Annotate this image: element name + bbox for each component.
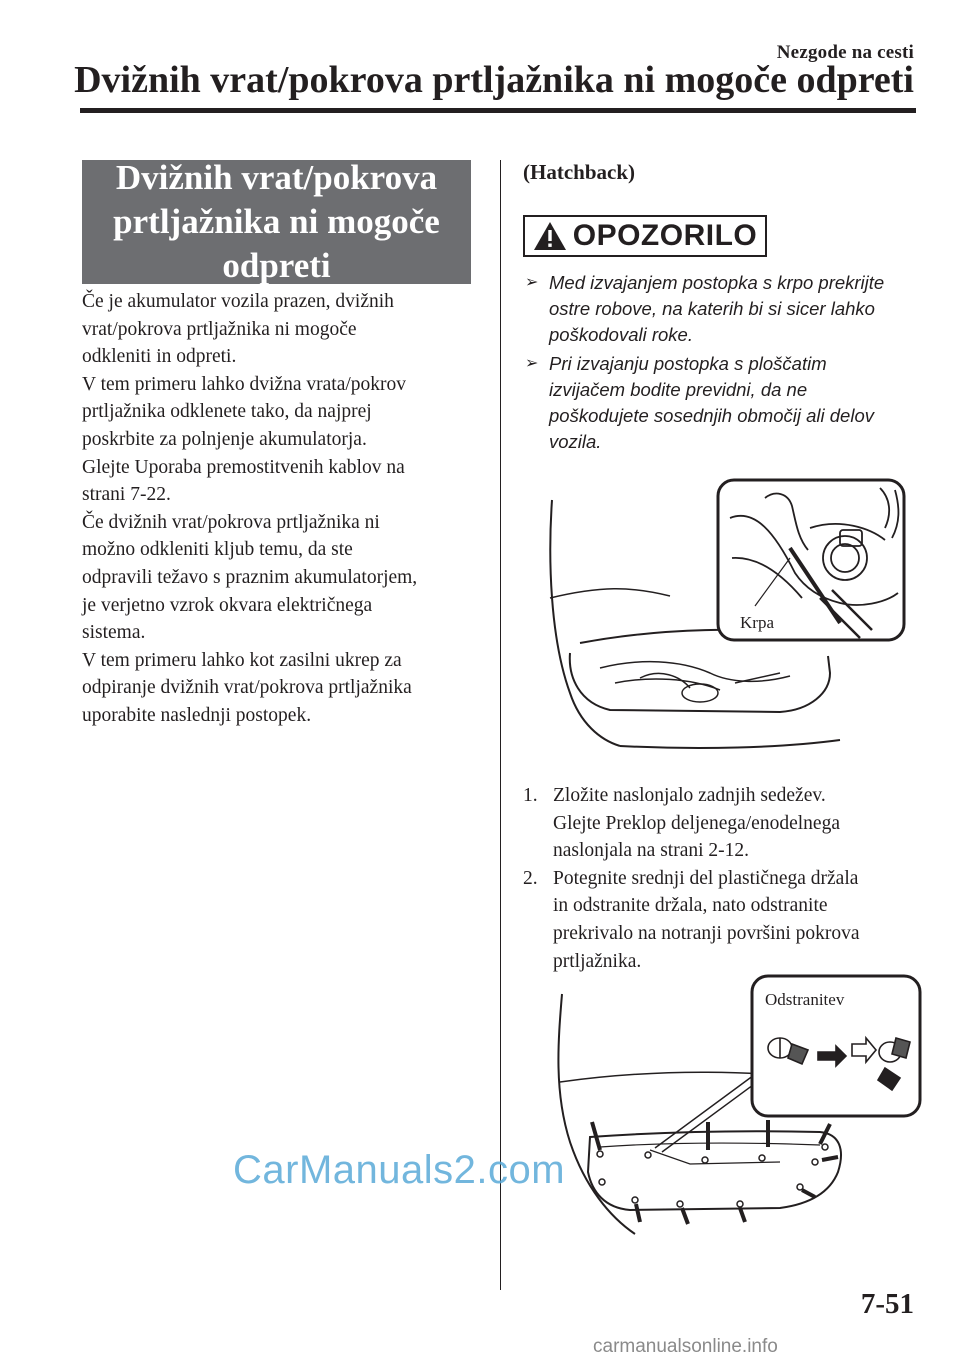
arrow-bullet-icon: ➢ — [525, 274, 539, 291]
warning-line: ostre robove, na katerih bi si sicer lahko — [549, 298, 875, 320]
page-number: 7-51 — [860, 1288, 914, 1320]
warning-line: vozila. — [549, 431, 602, 453]
body-line: odkleniti in odpreti. — [82, 346, 237, 368]
body-line: prtljažnika odklenete tako, da najprej — [82, 401, 372, 423]
warning-line: poškodujete sosednjih območij ali delov — [549, 405, 874, 427]
warning-list — [523, 270, 923, 457]
warning-icon — [533, 221, 567, 251]
step-line: Potegnite srednji del plastičnega držala — [553, 867, 859, 889]
body-line: poskrbite za polnjenje akumulatorja. — [82, 428, 367, 450]
watermark: CarManuals2.com — [233, 1148, 566, 1192]
step-item — [523, 782, 923, 865]
body-line: možno odkleniti kljub temu, da ste — [82, 539, 353, 561]
step-line: Zložite naslonjalo zadnjih sedežev. — [553, 785, 826, 806]
step-line: prtljažnika. — [553, 950, 642, 972]
figure2-label: Odstranitev — [765, 990, 845, 1009]
warning-line: Pri izvajanju postopka s ploščatim — [549, 352, 827, 374]
step-line: in odstranite držala, nato odstranite — [553, 895, 828, 917]
step-item — [523, 865, 923, 975]
body-line: sistema. — [82, 622, 146, 644]
section-title-line1: Dvižnih vrat/pokrova — [115, 158, 438, 197]
section-title-box — [82, 160, 471, 284]
step-line: Glejte Preklop deljenega/enodelnega — [553, 812, 840, 834]
body-line: je verjetno vzrok okvara električnega — [82, 594, 373, 616]
warning-line: poškodovali roke. — [549, 324, 693, 346]
body-line: Če dvižnih vrat/pokrova prtljažnika ni — [82, 511, 380, 533]
body-line: Glejte Uporaba premostitvenih kablov na — [82, 456, 405, 478]
arrow-bullet-icon: ➢ — [525, 354, 539, 372]
steps-list — [523, 782, 923, 975]
warning-box — [523, 215, 767, 257]
warning-label: OPOZORILO — [572, 219, 758, 252]
figure-liftgate-cloth — [540, 478, 910, 763]
step-number: 1. — [523, 785, 538, 806]
step-line: prekrivalo na notranji površini pokrova — [553, 922, 860, 944]
hatchback-label: (Hatchback) — [523, 160, 635, 184]
page-title: Dvižnih vrat/pokrova prtljažnika ni mogoče odpreti — [74, 59, 914, 101]
footer-watermark: carmanualsonline.info — [593, 1336, 778, 1357]
warning-line: Med izvajanjem postopka s krpo prekrijte — [549, 272, 885, 293]
body-line: V tem primeru lahko kot zasilni ukrep za — [82, 649, 402, 671]
body-line: Če je akumulator vozila prazen, dvižnih — [82, 291, 394, 312]
column-divider — [500, 160, 501, 1290]
warning-item — [523, 351, 923, 456]
section-title-line3: odpreti — [222, 246, 331, 285]
warning-item — [523, 270, 923, 349]
section-header: Nezgode na cesti — [776, 42, 914, 63]
figure1-label: Krpa — [740, 613, 774, 632]
body-line: odpiranje dvižnih vrat/pokrova prtljažnika — [82, 677, 412, 699]
step-line: naslonjala na strani 2-12. — [553, 840, 750, 862]
body-line: odpravili težavo s praznim akumulatorjem, — [82, 566, 418, 588]
body-text — [82, 288, 482, 730]
body-line: strani 7-22. — [82, 484, 171, 506]
section-title-line2: prtljažnika ni mogoče — [113, 202, 440, 241]
warning-line: izvijačem bodite previdni, da ne — [549, 378, 808, 400]
body-line: uporabite naslednji postopek. — [82, 704, 312, 726]
step-number: 2. — [523, 867, 538, 889]
body-line: vrat/pokrova prtljažnika ni mogoče — [82, 318, 357, 340]
body-line: V tem primeru lahko dvižna vrata/pokrov — [82, 373, 407, 395]
figure-trim-removal — [540, 972, 925, 1242]
header-rule — [80, 108, 916, 113]
